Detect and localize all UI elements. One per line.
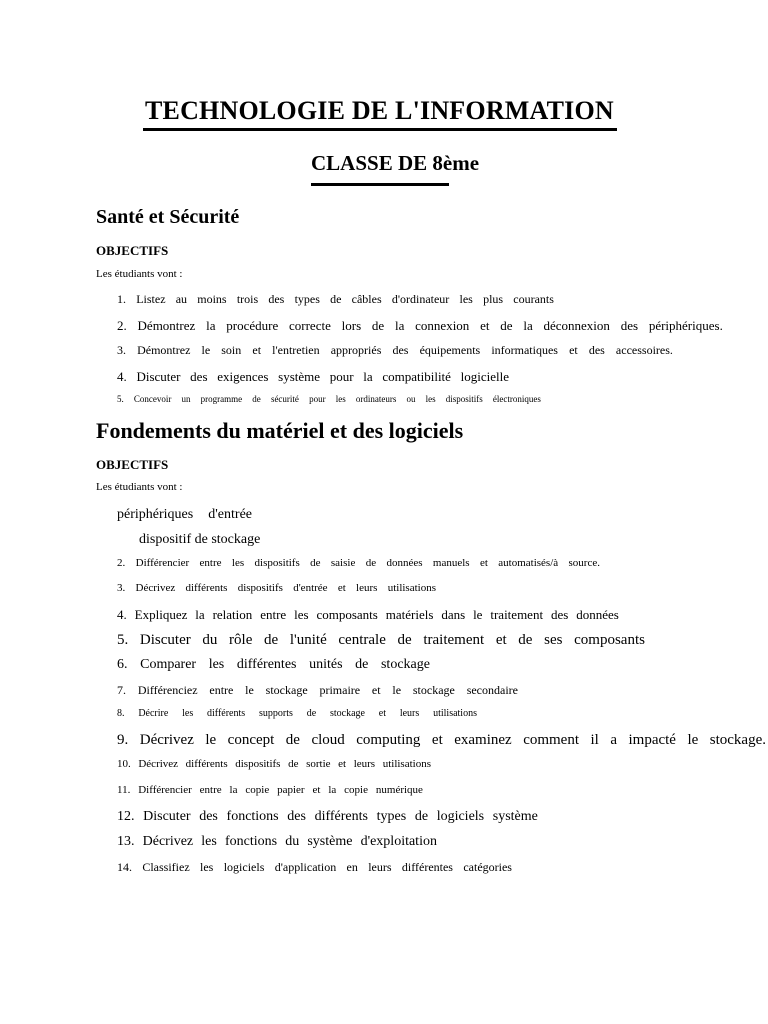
list-item: 5. Discuter du rôle de l'unité centrale de traitement et de ses composants — [117, 632, 645, 648]
students-label: Les étudiants vont : — [96, 481, 183, 493]
list-item: 2. Démontrez la procédure correcte lors de la connexion et de la déconnexion des périphériques. — [117, 318, 723, 333]
subtitle-underline — [311, 183, 449, 186]
list-item: 6. Comparer les différentes unités de stockage — [117, 657, 430, 672]
title-underline — [143, 128, 617, 131]
list-item: 4. Expliquez la relation entre les composants matériels dans le traitement des données — [117, 607, 619, 622]
list-item: 2. Différencier entre les dispositifs de saisie de données manuels et automatisés/à source. — [117, 557, 600, 569]
page-subtitle: CLASSE DE 8ème — [311, 151, 480, 175]
objectives-label: OBJECTIFS — [96, 457, 169, 472]
list-item: 3. Démontrez le soin et l'entretien appropriés des équipements informatiques et des accessoires. — [117, 343, 673, 357]
sub-item: périphériques d'entrée — [117, 507, 252, 522]
list-item: 3. Décrivez différents dispositifs d'entrée et leurs utilisations — [117, 582, 436, 594]
list-item: 4. Discuter des exigences système pour la compatibilité logicielle — [117, 369, 509, 384]
page-title: TECHNOLOGIE DE L'INFORMATION — [145, 96, 614, 125]
section-heading-sante-securite: Santé et Sécurité — [96, 206, 240, 228]
list-item: 12. Discuter des fonctions des différents types de logiciels système — [117, 809, 538, 824]
list-item: 1. Listez au moins trois des types de câbles d'ordinateur les plus courants — [117, 292, 554, 306]
students-label: Les étudiants vont : — [96, 268, 183, 280]
list-item: 10. Décrivez différents dispositifs de sortie et leurs utilisations — [117, 758, 431, 770]
list-item: 8. Décrire les différents supports de stockage et leurs utilisations — [117, 708, 477, 719]
list-item: 7. Différenciez entre le stockage primaire et le stockage secondaire — [117, 683, 518, 697]
list-item: 5. Concevoir un programme de sécurité pour les ordinateurs ou les dispositifs électroniques — [117, 394, 541, 404]
objectives-label: OBJECTIFS — [96, 243, 169, 258]
list-item: 13. Décrivez les fonctions du système d'exploitation — [117, 834, 437, 849]
sub-item: dispositif de stockage — [139, 532, 261, 547]
list-item: 9. Décrivez le concept de cloud computing et examinez comment il a impacté le stockage. — [117, 732, 766, 748]
section-heading-fondements: Fondements du matériel et des logiciels — [96, 418, 464, 443]
list-item: 11. Différencier entre la copie papier et la copie numérique — [117, 784, 423, 796]
list-item: 14. Classifiez les logiciels d'application en leurs différentes catégories — [117, 860, 512, 874]
